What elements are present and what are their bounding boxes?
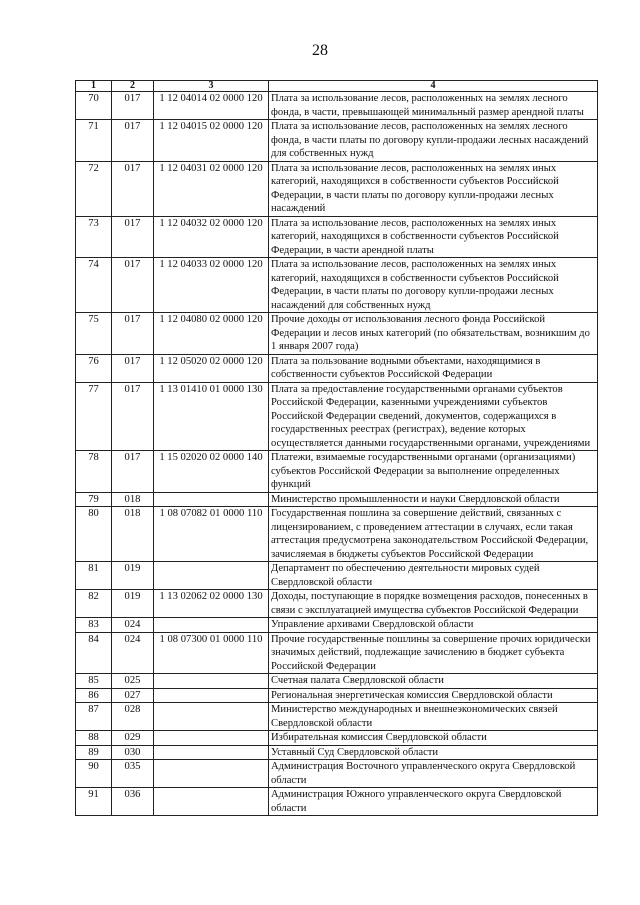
admin-code-cell: 017 bbox=[112, 382, 154, 451]
row-number-cell: 82 bbox=[76, 590, 112, 618]
revenue-name-cell: Плата за использование лесов, расположенных на землях лесного фонда, в части, превышающей минимальный размер арендной платы bbox=[269, 92, 598, 120]
admin-code-cell: 017 bbox=[112, 451, 154, 493]
table-row bbox=[76, 258, 598, 313]
revenue-name-cell: Плата за использование лесов, расположенных на землях иных категорий, находящихся в собственности субъектов Российской Федерации, в части платы по договору купли-продажи лесных насаждений bbox=[269, 161, 598, 216]
revenue-name-cell: Плата за использование лесов, расположенных на землях иных категорий, находящихся в собственности субъектов Российской Федерации, в части платы по договору купли-продажи лесных насаждений для собственных нужд bbox=[269, 258, 598, 313]
table-row bbox=[76, 745, 598, 760]
revenue-name-cell: Плата за предоставление государственными органами субъектов Российской Федерации, казенными учреждениями субъектов Российской Федерации сведений, документов, содержащихся в государственных реестрах (регистрах), ведение которых осуществляется данными государственными органами, учреждениями bbox=[269, 382, 598, 451]
row-number-cell: 79 bbox=[76, 492, 112, 507]
admin-code-cell: 017 bbox=[112, 313, 154, 355]
revenue-name-cell: Доходы, поступающие в порядке возмещения расходов, понесенных в связи с эксплуатацией имущества субъектов Российской Федерации bbox=[269, 590, 598, 618]
row-number-cell: 86 bbox=[76, 688, 112, 703]
revenue-name-cell: Государственная пошлина за совершение действий, связанных с лицензированием, с проведением аттестации в случаях, если такая аттестация предусмотрена законодательством Российской Федерации, зачисляемая в бюджеты субъектов Российской Федерации bbox=[269, 507, 598, 562]
admin-code-cell: 028 bbox=[112, 703, 154, 731]
revenue-codes-table bbox=[75, 80, 598, 816]
revenue-name-cell: Прочие государственные пошлины за совершение прочих юридически значимых действий, подлежащие зачислению в бюджет субъекта Российской Федерации bbox=[269, 632, 598, 674]
revenue-name-cell: Департамент по обеспечению деятельности мировых судей Свердловской области bbox=[269, 562, 598, 590]
admin-code-cell: 029 bbox=[112, 731, 154, 746]
revenue-name-cell: Министерство международных и внешнеэкономических связей Свердловской области bbox=[269, 703, 598, 731]
row-number-cell: 74 bbox=[76, 258, 112, 313]
budget-code-cell bbox=[154, 745, 269, 760]
column-header-1: 1 bbox=[76, 81, 112, 92]
table-row bbox=[76, 703, 598, 731]
column-header-2: 2 bbox=[112, 81, 154, 92]
row-number-cell: 89 bbox=[76, 745, 112, 760]
table-header-row bbox=[76, 81, 598, 92]
admin-code-cell: 017 bbox=[112, 92, 154, 120]
budget-code-cell bbox=[154, 674, 269, 689]
row-number-cell: 91 bbox=[76, 788, 112, 816]
budget-code-cell bbox=[154, 703, 269, 731]
table-row bbox=[76, 507, 598, 562]
budget-code-cell: 1 12 04014 02 0000 120 bbox=[154, 92, 269, 120]
revenue-name-cell: Прочие доходы от использования лесного фонда Российской Федерации и лесов иных категорий (по обязательствам, возникшим до 1 января 2007 года) bbox=[269, 313, 598, 355]
row-number-cell: 73 bbox=[76, 216, 112, 258]
revenue-name-cell: Избирательная комиссия Свердловской области bbox=[269, 731, 598, 746]
table-row bbox=[76, 161, 598, 216]
row-number-cell: 70 bbox=[76, 92, 112, 120]
budget-code-cell bbox=[154, 731, 269, 746]
table-row bbox=[76, 688, 598, 703]
revenue-name-cell: Администрация Южного управленческого округа Свердловской области bbox=[269, 788, 598, 816]
revenue-name-cell: Счетная палата Свердловской области bbox=[269, 674, 598, 689]
budget-code-cell: 1 08 07082 01 0000 110 bbox=[154, 507, 269, 562]
budget-code-cell bbox=[154, 688, 269, 703]
admin-code-cell: 018 bbox=[112, 492, 154, 507]
table-row bbox=[76, 674, 598, 689]
table-row bbox=[76, 382, 598, 451]
admin-code-cell: 035 bbox=[112, 760, 154, 788]
column-header-4: 4 bbox=[269, 81, 598, 92]
page-number: 28 bbox=[312, 42, 328, 59]
admin-code-cell: 017 bbox=[112, 216, 154, 258]
row-number-cell: 78 bbox=[76, 451, 112, 493]
table-row bbox=[76, 492, 598, 507]
table-row bbox=[76, 120, 598, 162]
table-body bbox=[76, 92, 598, 816]
budget-code-cell: 1 13 02062 02 0000 130 bbox=[154, 590, 269, 618]
row-number-cell: 76 bbox=[76, 354, 112, 382]
table-row bbox=[76, 618, 598, 633]
table-row bbox=[76, 354, 598, 382]
row-number-cell: 77 bbox=[76, 382, 112, 451]
table-row bbox=[76, 590, 598, 618]
admin-code-cell: 024 bbox=[112, 618, 154, 633]
admin-code-cell: 027 bbox=[112, 688, 154, 703]
budget-code-cell bbox=[154, 618, 269, 633]
revenue-name-cell: Платежи, взимаемые государственными органами (организациями) субъектов Российской Федерации за выполнение определенных функций bbox=[269, 451, 598, 493]
revenue-name-cell: Плата за пользование водными объектами, находящимися в собственности субъектов Российской Федерации bbox=[269, 354, 598, 382]
row-number-cell: 75 bbox=[76, 313, 112, 355]
column-header-3: 3 bbox=[154, 81, 269, 92]
budget-code-cell bbox=[154, 788, 269, 816]
table-row bbox=[76, 216, 598, 258]
row-number-cell: 84 bbox=[76, 632, 112, 674]
row-number-cell: 88 bbox=[76, 731, 112, 746]
budget-code-cell: 1 12 04033 02 0000 120 bbox=[154, 258, 269, 313]
revenue-name-cell: Уставный Суд Свердловской области bbox=[269, 745, 598, 760]
budget-code-cell: 1 15 02020 02 0000 140 bbox=[154, 451, 269, 493]
admin-code-cell: 017 bbox=[112, 161, 154, 216]
budget-code-cell: 1 12 04080 02 0000 120 bbox=[154, 313, 269, 355]
admin-code-cell: 018 bbox=[112, 507, 154, 562]
budget-code-cell: 1 12 04032 02 0000 120 bbox=[154, 216, 269, 258]
row-number-cell: 80 bbox=[76, 507, 112, 562]
row-number-cell: 90 bbox=[76, 760, 112, 788]
admin-code-cell: 019 bbox=[112, 590, 154, 618]
table-row bbox=[76, 760, 598, 788]
budget-code-cell: 1 12 04031 02 0000 120 bbox=[154, 161, 269, 216]
table-row bbox=[76, 313, 598, 355]
row-number-cell: 87 bbox=[76, 703, 112, 731]
revenue-name-cell: Плата за использование лесов, расположенных на землях лесного фонда, в части платы по договору купли-продажи лесных насаждений для собственных нужд bbox=[269, 120, 598, 162]
admin-code-cell: 017 bbox=[112, 258, 154, 313]
admin-code-cell: 036 bbox=[112, 788, 154, 816]
budget-code-cell bbox=[154, 562, 269, 590]
table-row bbox=[76, 451, 598, 493]
admin-code-cell: 024 bbox=[112, 632, 154, 674]
budget-code-cell: 1 12 05020 02 0000 120 bbox=[154, 354, 269, 382]
revenue-name-cell: Министерство промышленности и науки Свердловской области bbox=[269, 492, 598, 507]
budget-code-cell bbox=[154, 492, 269, 507]
admin-code-cell: 017 bbox=[112, 354, 154, 382]
budget-code-cell: 1 08 07300 01 0000 110 bbox=[154, 632, 269, 674]
admin-code-cell: 030 bbox=[112, 745, 154, 760]
document-table-container bbox=[75, 80, 598, 816]
row-number-cell: 81 bbox=[76, 562, 112, 590]
revenue-name-cell: Региональная энергетическая комиссия Свердловской области bbox=[269, 688, 598, 703]
table-row bbox=[76, 632, 598, 674]
row-number-cell: 72 bbox=[76, 161, 112, 216]
table-row bbox=[76, 562, 598, 590]
row-number-cell: 85 bbox=[76, 674, 112, 689]
revenue-name-cell: Управление архивами Свердловской области bbox=[269, 618, 598, 633]
revenue-name-cell: Плата за использование лесов, расположенных на землях иных категорий, находящихся в собственности субъектов Российской Федерации, в части арендной платы bbox=[269, 216, 598, 258]
revenue-name-cell: Администрация Восточного управленческого округа Свердловской области bbox=[269, 760, 598, 788]
admin-code-cell: 017 bbox=[112, 120, 154, 162]
admin-code-cell: 019 bbox=[112, 562, 154, 590]
row-number-cell: 83 bbox=[76, 618, 112, 633]
table-row bbox=[76, 92, 598, 120]
table-row bbox=[76, 788, 598, 816]
table-row bbox=[76, 731, 598, 746]
budget-code-cell bbox=[154, 760, 269, 788]
row-number-cell: 71 bbox=[76, 120, 112, 162]
admin-code-cell: 025 bbox=[112, 674, 154, 689]
budget-code-cell: 1 13 01410 01 0000 130 bbox=[154, 382, 269, 451]
budget-code-cell: 1 12 04015 02 0000 120 bbox=[154, 120, 269, 162]
